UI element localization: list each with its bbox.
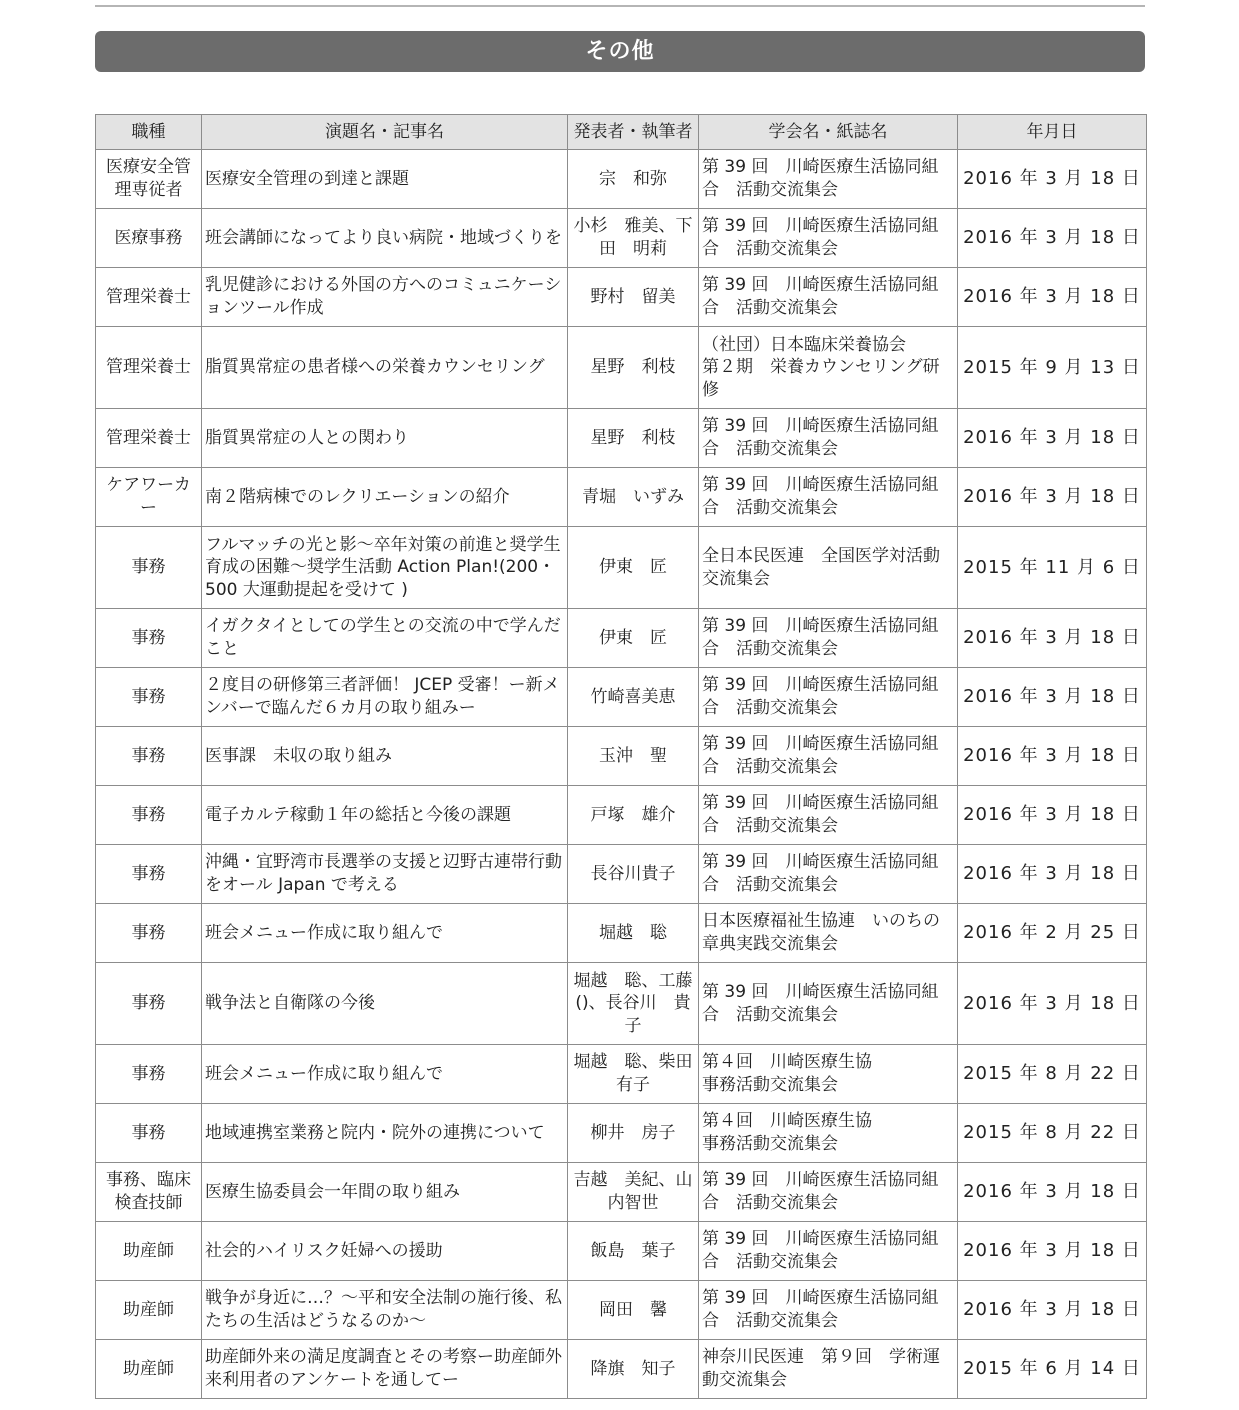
- table-row: [96, 1045, 1147, 1104]
- cell-job: 助産師: [96, 1281, 202, 1340]
- cell-job: 事務: [96, 845, 202, 904]
- cell-venue: 第 39 回 川崎医療生活協同組合 活動交流集会: [699, 1222, 958, 1281]
- cell-author: 伊東 匠: [568, 527, 699, 609]
- table-row: [96, 1163, 1147, 1222]
- header-job: 職種: [96, 115, 202, 150]
- table-row: [96, 1340, 1147, 1399]
- header-venue: 学会名・紙誌名: [699, 115, 958, 150]
- cell-job: 事務: [96, 786, 202, 845]
- cell-title: 戦争法と自衛隊の今後: [202, 963, 568, 1045]
- cell-venue: 第 39 回 川崎医療生活協同組合 活動交流集会: [699, 209, 958, 268]
- cell-author: 宗 和弥: [568, 150, 699, 209]
- cell-job: 助産師: [96, 1340, 202, 1399]
- cell-venue: 第 39 回 川崎医療生活協同組合 活動交流集会: [699, 845, 958, 904]
- header-row: [96, 115, 1147, 150]
- cell-job: 事務: [96, 668, 202, 727]
- cell-venue: 第 39 回 川崎医療生活協同組合 活動交流集会: [699, 468, 958, 527]
- cell-job: 医療事務: [96, 209, 202, 268]
- cell-date: 2016 年 3 月 18 日: [958, 409, 1147, 468]
- cell-title: 社会的ハイリスク妊婦への援助: [202, 1222, 568, 1281]
- cell-author: 堀越 聡、柴田有子: [568, 1045, 699, 1104]
- cell-job: 事務: [96, 1045, 202, 1104]
- header-date: 年月日: [958, 115, 1147, 150]
- cell-date: 2016 年 3 月 18 日: [958, 786, 1147, 845]
- cell-title: 医事課 未収の取り組み: [202, 727, 568, 786]
- cell-title: 医療安全管理の到達と課題: [202, 150, 568, 209]
- cell-author: 堀越 聡、工藤 ()、長谷川 貴子: [568, 963, 699, 1045]
- cell-author: 伊東 匠: [568, 609, 699, 668]
- table-row: [96, 727, 1147, 786]
- cell-venue: （社団）日本臨床栄養協会 第２期 栄養カウンセリング研修: [699, 327, 958, 409]
- cell-job: 助産師: [96, 1222, 202, 1281]
- cell-title: 班会メニュー作成に取り組んで: [202, 904, 568, 963]
- cell-date: 2016 年 3 月 18 日: [958, 268, 1147, 327]
- cell-author: 戸塚 雄介: [568, 786, 699, 845]
- cell-author: 吉越 美紀、山内智世: [568, 1163, 699, 1222]
- cell-author: 長谷川貴子: [568, 845, 699, 904]
- cell-title: 班会講師になってより良い病院・地域づくりを: [202, 209, 568, 268]
- cell-venue: 第 39 回 川崎医療生活協同組合 活動交流集会: [699, 786, 958, 845]
- header-author: 発表者・執筆者: [568, 115, 699, 150]
- table-row: [96, 1281, 1147, 1340]
- cell-title: 医療生協委員会一年間の取り組み: [202, 1163, 568, 1222]
- cell-author: 降旗 知子: [568, 1340, 699, 1399]
- cell-job: 事務: [96, 963, 202, 1045]
- cell-venue: 第 39 回 川崎医療生活協同組合 活動交流集会: [699, 1163, 958, 1222]
- cell-venue: 第 39 回 川崎医療生活協同組合 活動交流集会: [699, 268, 958, 327]
- cell-author: 玉沖 聖: [568, 727, 699, 786]
- cell-job: 管理栄養士: [96, 327, 202, 409]
- cell-job: 事務、臨床検査技師: [96, 1163, 202, 1222]
- cell-title: 沖縄・宜野湾市長選挙の支援と辺野古連帯行動をオール Japan で考える: [202, 845, 568, 904]
- table-row: [96, 668, 1147, 727]
- table-body: [96, 150, 1147, 1399]
- header-title: 演題名・記事名: [202, 115, 568, 150]
- cell-title: ２度目の研修第三者評価！ JCEP 受審！ー新メンバーで臨んだ６カ月の取り組みー: [202, 668, 568, 727]
- cell-title: 班会メニュー作成に取り組んで: [202, 1045, 568, 1104]
- cell-date: 2015 年 9 月 13 日: [958, 327, 1147, 409]
- cell-venue: 全日本民医連 全国医学対活動交流集会: [699, 527, 958, 609]
- cell-date: 2016 年 3 月 18 日: [958, 1222, 1147, 1281]
- cell-job: 管理栄養士: [96, 268, 202, 327]
- cell-job: 事務: [96, 527, 202, 609]
- cell-date: 2016 年 2 月 25 日: [958, 904, 1147, 963]
- cell-author: 堀越 聡: [568, 904, 699, 963]
- cell-date: 2016 年 3 月 18 日: [958, 1163, 1147, 1222]
- cell-title: 南２階病棟でのレクリエーションの紹介: [202, 468, 568, 527]
- cell-title: 助産師外来の満足度調査とその考察ー助産師外来利用者のアンケートを通してー: [202, 1340, 568, 1399]
- cell-author: 野村 留美: [568, 268, 699, 327]
- cell-venue: 第 39 回 川崎医療生活協同組合 活動交流集会: [699, 609, 958, 668]
- table-row: [96, 786, 1147, 845]
- table-row: [96, 904, 1147, 963]
- section-title: その他: [95, 31, 1145, 72]
- cell-date: 2016 年 3 月 18 日: [958, 609, 1147, 668]
- table-row: [96, 527, 1147, 609]
- cell-author: 柳井 房子: [568, 1104, 699, 1163]
- table-row: [96, 845, 1147, 904]
- cell-title: 脂質異常症の人との関わり: [202, 409, 568, 468]
- cell-date: 2016 年 3 月 18 日: [958, 668, 1147, 727]
- cell-author: 岡田 馨: [568, 1281, 699, 1340]
- cell-date: 2015 年 11 月 6 日: [958, 527, 1147, 609]
- cell-title: 地域連携室業務と院内・院外の連携について: [202, 1104, 568, 1163]
- cell-title: 乳児健診における外国の方へのコミュニケーションツール作成: [202, 268, 568, 327]
- table-row: [96, 268, 1147, 327]
- cell-date: 2016 年 3 月 18 日: [958, 468, 1147, 527]
- cell-date: 2016 年 3 月 18 日: [958, 1281, 1147, 1340]
- cell-title: イガクタイとしての学生との交流の中で学んだこと: [202, 609, 568, 668]
- cell-date: 2015 年 6 月 14 日: [958, 1340, 1147, 1399]
- cell-job: ケアワーカー: [96, 468, 202, 527]
- records-table: [95, 114, 1147, 1399]
- cell-date: 2016 年 3 月 18 日: [958, 209, 1147, 268]
- cell-date: 2016 年 3 月 18 日: [958, 727, 1147, 786]
- cell-author: 星野 利枝: [568, 327, 699, 409]
- cell-author: 青堀 いずみ: [568, 468, 699, 527]
- table-row: [96, 963, 1147, 1045]
- cell-author: 飯島 葉子: [568, 1222, 699, 1281]
- cell-venue: 神奈川民医連 第９回 学術運動交流集会: [699, 1340, 958, 1399]
- cell-date: 2015 年 8 月 22 日: [958, 1045, 1147, 1104]
- table-row: [96, 609, 1147, 668]
- cell-venue: 第 39 回 川崎医療生活協同組合 活動交流集会: [699, 727, 958, 786]
- cell-job: 医療安全管理専従者: [96, 150, 202, 209]
- cell-date: 2016 年 3 月 18 日: [958, 150, 1147, 209]
- cell-venue: 第４回 川崎医療生協 事務活動交流集会: [699, 1104, 958, 1163]
- cell-job: 事務: [96, 904, 202, 963]
- cell-venue: 第 39 回 川崎医療生活協同組合 活動交流集会: [699, 1281, 958, 1340]
- cell-venue: 日本医療福祉生協連 いのちの章典実践交流集会: [699, 904, 958, 963]
- cell-venue: 第 39 回 川崎医療生活協同組合 活動交流集会: [699, 963, 958, 1045]
- cell-date: 2016 年 3 月 18 日: [958, 963, 1147, 1045]
- cell-author: 星野 利枝: [568, 409, 699, 468]
- table-row: [96, 209, 1147, 268]
- table-row: [96, 327, 1147, 409]
- cell-title: 戦争が身近に…？～平和安全法制の施行後、私たちの生活はどうなるのか～: [202, 1281, 568, 1340]
- cell-venue: 第 39 回 川崎医療生活協同組合 活動交流集会: [699, 409, 958, 468]
- cell-job: 管理栄養士: [96, 409, 202, 468]
- cell-job: 事務: [96, 1104, 202, 1163]
- cell-author: 竹崎喜美恵: [568, 668, 699, 727]
- cell-title: 脂質異常症の患者様への栄養カウンセリング: [202, 327, 568, 409]
- cell-venue: 第４回 川崎医療生協 事務活動交流集会: [699, 1045, 958, 1104]
- top-rule: [95, 5, 1145, 7]
- cell-job: 事務: [96, 609, 202, 668]
- cell-date: 2015 年 8 月 22 日: [958, 1104, 1147, 1163]
- cell-author: 小杉 雅美、下田 明莉: [568, 209, 699, 268]
- table-row: [96, 150, 1147, 209]
- table-row: [96, 1104, 1147, 1163]
- cell-title: フルマッチの光と影～卒年対策の前進と奨学生育成の困難～奨学生活動 Action Plan!(200・500 大運動提起を受けて ): [202, 527, 568, 609]
- table-row: [96, 468, 1147, 527]
- cell-venue: 第 39 回 川崎医療生活協同組合 活動交流集会: [699, 150, 958, 209]
- cell-date: 2016 年 3 月 18 日: [958, 845, 1147, 904]
- cell-venue: 第 39 回 川崎医療生活協同組合 活動交流集会: [699, 668, 958, 727]
- cell-job: 事務: [96, 727, 202, 786]
- cell-title: 電子カルテ稼動１年の総括と今後の課題: [202, 786, 568, 845]
- table-row: [96, 409, 1147, 468]
- table-row: [96, 1222, 1147, 1281]
